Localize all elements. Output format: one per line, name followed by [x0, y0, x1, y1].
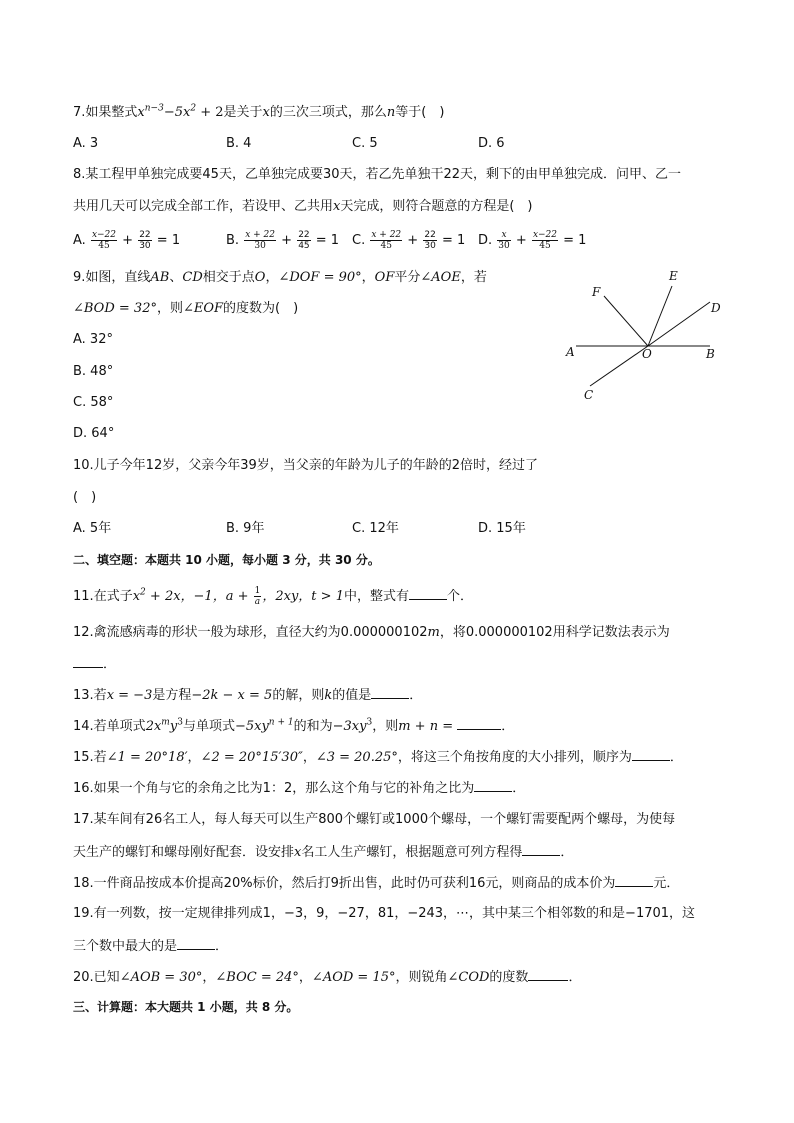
- q15-blank[interactable]: [632, 748, 670, 761]
- q11: 11.在式子$x^2 + 2x$，−1，a + $\frac{1}{a}$ ，2xy，t > 1中，整式有 个．: [73, 586, 473, 607]
- q16: 16.如果一个角与它的余角之比为1：2，那么这个角与它的补角之比为 ．: [73, 781, 526, 796]
- q10-option-b[interactable]: B. 9年: [226, 521, 265, 536]
- label-b: B: [706, 347, 715, 361]
- label-d: D: [711, 301, 721, 315]
- q9-geometry-figure: [560, 262, 730, 407]
- q9-option-c[interactable]: C. 58°: [73, 395, 114, 410]
- q19-line-1: 19.有一列数，按一定规律排列成1，−3，9，−27，81，−243，⋯，其中某三个相邻数的和是−1701，这: [73, 906, 696, 921]
- q15: 15.若∠1 = 20°18′，∠2 = 20°15′30″，∠3 = 20.25°，将这三个角按角度的大小排列，顺序为 ．: [73, 750, 683, 765]
- q7-var-x: x: [262, 105, 270, 120]
- q10-option-d[interactable]: D. 15年: [478, 521, 526, 536]
- label-e: E: [669, 269, 678, 283]
- ray-oc: [590, 346, 648, 386]
- q8-option-a[interactable]: A. $\frac{x-22}{45}$ + $\frac{22}{30}$ = 1: [73, 230, 181, 251]
- question-7: [73, 104, 444, 122]
- label-c: C: [584, 388, 594, 402]
- label-a: A: [566, 345, 575, 359]
- q7-text-2: 是关于: [223, 105, 263, 120]
- q18-blank[interactable]: [615, 874, 653, 887]
- q19-line-2: 三个数中最大的是 ．: [73, 939, 229, 954]
- q8-line-2: 共用几天可以完成全部工作，若设甲、乙共用x天完成，则符合题意的方程是( ): [73, 199, 533, 214]
- q9-option-a[interactable]: A. 32°: [73, 332, 113, 347]
- q9-line-1: 9.如图，直线AB、CD相交于点O，∠DOF = 90°，OF平分∠AOE，若: [73, 270, 487, 285]
- q7-text-4: 等于( ): [395, 105, 445, 120]
- q8-option-d[interactable]: D. $\frac{x}{30}$ + $\frac{x-22}{45}$ = 1: [478, 230, 587, 251]
- q7-option-a[interactable]: A. 3: [73, 136, 99, 151]
- q7-expr-2: $-5x^2 + 2$: [163, 103, 224, 120]
- label-f: F: [592, 285, 601, 299]
- q9-option-b[interactable]: B. 48°: [73, 364, 114, 379]
- q12-line-2: ．: [73, 655, 116, 674]
- q8-option-b[interactable]: B. $\frac{x + 22}{30}$ + $\frac{22}{45}$ = 1: [226, 230, 340, 251]
- q7-option-b[interactable]: B. 4: [226, 136, 252, 151]
- q13: 13.若x = −3是方程−2k − x = 5的解，则k的值是 ．: [73, 688, 423, 703]
- q8-option-c[interactable]: C. $\frac{x + 22}{45}$ + $\frac{22}{30}$ = 1: [352, 230, 466, 251]
- q7-text-3: 的三次三项式，那么: [269, 105, 387, 120]
- q10-option-c[interactable]: C. 12年: [352, 521, 399, 536]
- q18: 18.一件商品按成本价提高20%标价，然后打9折出售，此时仍可获利16元，则商品的成本价为 元．: [73, 876, 680, 891]
- q20: 20.已知∠AOB = 30°，∠BOC = 24°，∠AOD = 15°，则锐角∠COD的度数 ．: [73, 970, 582, 985]
- q13-blank[interactable]: [371, 686, 409, 699]
- q20-blank[interactable]: [528, 968, 568, 981]
- label-o: O: [642, 347, 652, 361]
- q14: 14.若单项式$2x^my^3$与单项式$-5xy^{n + 1}$的和为$-3xy^3$，则m + n = ．: [73, 717, 515, 734]
- q12-blank[interactable]: [73, 655, 103, 668]
- q7-option-d[interactable]: D. 6: [478, 136, 505, 151]
- q12-line-1: 12.禽流感病毒的形状一般为球形，直径大约为0.000000102m，将0.000000102用科学记数法表示为: [73, 625, 670, 640]
- q10-line-2: ( ): [73, 490, 97, 505]
- q16-blank[interactable]: [474, 779, 512, 792]
- q7-option-c[interactable]: C. 5: [352, 136, 378, 151]
- q8-line-1: 8.某工程甲单独完成要45天，乙单独完成要30天，若乙先单独干22天，剩下的由甲单独完成．问甲、乙一: [73, 167, 682, 182]
- q10-line-1: 10.儿子今年12岁，父亲今年39岁，当父亲的年龄为儿子的年龄的2倍时，经过了: [73, 458, 539, 473]
- q7-number: 7.: [73, 105, 86, 120]
- section-3-heading: 三、计算题：本大题共 1 小题，共 8 分。: [73, 1000, 299, 1014]
- q14-blank[interactable]: [457, 717, 501, 730]
- q17-line-2: 天生产的螺钉和螺母刚好配套．设安排x名工人生产螺钉，根据题意可列方程得 ．: [73, 845, 574, 860]
- q17-line-1: 17.某车间有26名工人，每人每天可以生产800个螺钉或1000个螺母，一个螺钉需要配两个螺母，为使每: [73, 812, 676, 827]
- q19-blank[interactable]: [177, 937, 215, 950]
- q9-option-d[interactable]: D. 64°: [73, 426, 115, 441]
- q7-text: 如果整式: [85, 105, 138, 120]
- q11-blank[interactable]: [409, 587, 447, 600]
- q9-line-2: ∠BOD = 32°，则∠EOF的度数为( ): [73, 301, 299, 316]
- q7-expr-1: $x^{n-3}$: [137, 103, 164, 120]
- ray-of: [604, 296, 648, 346]
- q17-blank[interactable]: [522, 843, 560, 856]
- section-2-heading: 二、填空题：本题共 10 小题，每小题 3 分，共 30 分。: [73, 553, 380, 567]
- q10-option-a[interactable]: A. 5年: [73, 521, 112, 536]
- q7-var-n: n: [386, 105, 396, 120]
